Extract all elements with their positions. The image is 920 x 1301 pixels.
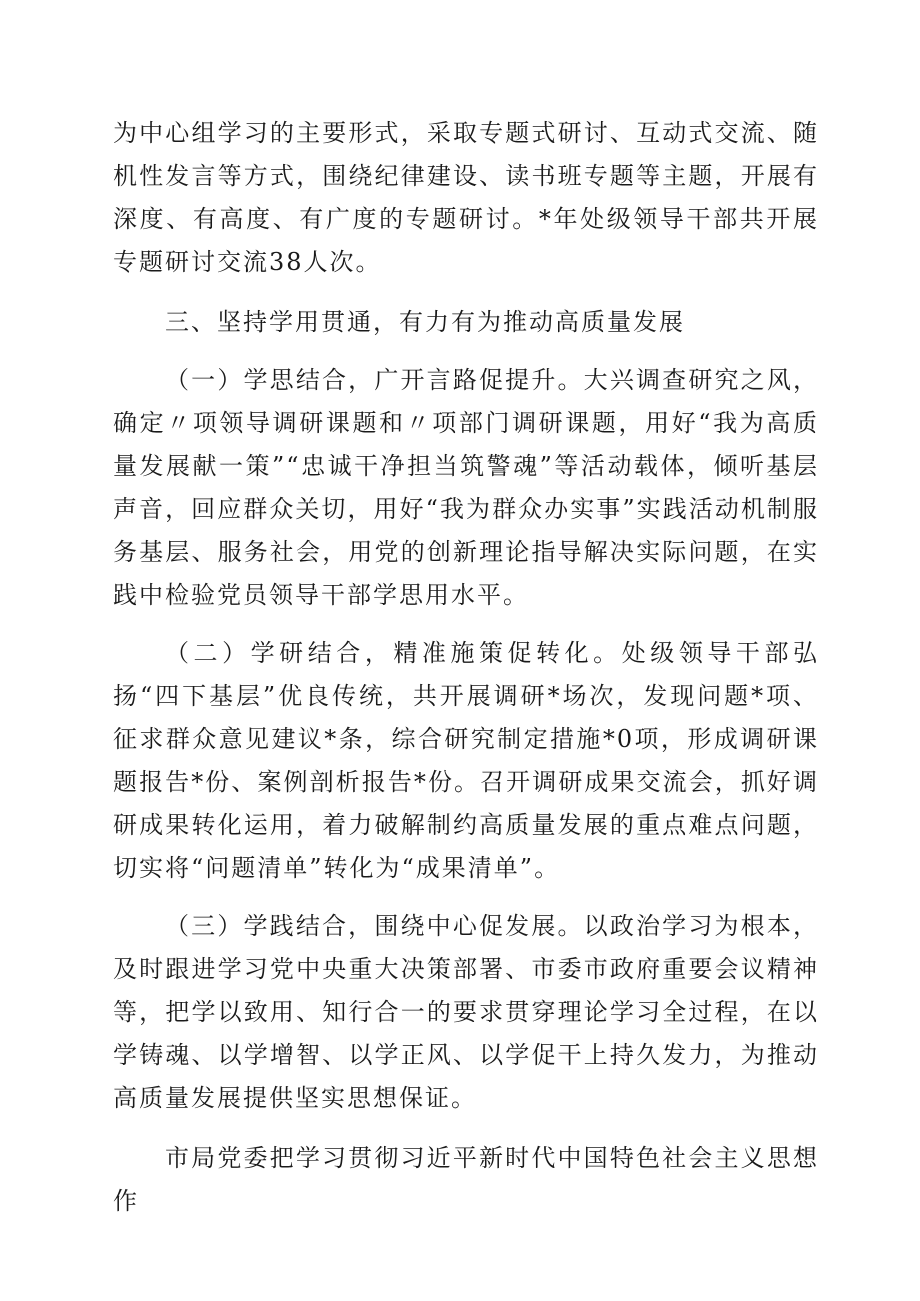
- paragraph-subsection-one: （一）学思结合，广开言路促提升。大兴调查研究之风，确定〃项领导调研课题和〃项部门调研课题，用好“我为高质量发展献一策”“忠诚干净担当筑警魂”等活动载体，倾听基层声音，回应群众关切，用好“我为群众办实事”实践活动机制服务基层、服务社会，用党的创新理论指导解决实际问题，在实践中检验党员领导干部学思用水平。: [113, 366, 819, 609]
- paragraph-subsection-three: （三）学践结合，围绕中心促发展。以政治学习为根本，及时跟进学习党中央重大决策部署、市委市政府重要会议精神等，把学以致用、知行合一的要求贯穿理论学习全过程，在以学铸魂、以学增智、以学正风、以学促干上持久发力，为推动高质量发展提供坚实思想保证。: [113, 912, 819, 1112]
- paragraph-closing: 市局党委把学习贯彻习近平新时代中国特色社会主义思想作: [113, 1144, 819, 1215]
- paragraph-continuation: 为中心组学习的主要形式，采取专题式研讨、互动式交流、随机性发言等方式，围绕纪律建设、读书班专题等主题，开展有深度、有高度、有广度的专题研讨。*年处级领导干部共开展专题研讨交流38人次。: [113, 119, 819, 276]
- document-body: [113, 112, 819, 1223]
- section-heading-three: 三、坚持学用贯通，有力有为推动高质量发展: [165, 308, 685, 336]
- paragraph-subsection-two: （二）学研结合，精准施策促转化。处级领导干部弘扬“四下基层”优良传统，共开展调研*场次，发现问题*项、征求群众意见建议*条，综合研究制定措施*0项，形成调研课题报告*份、案例剖析报告*份。召开调研成果交流会，抓好调研成果转化运用，着力破解制约高质量发展的重点难点问题，切实将“问题清单”转化为“成果清单”。: [113, 639, 819, 882]
